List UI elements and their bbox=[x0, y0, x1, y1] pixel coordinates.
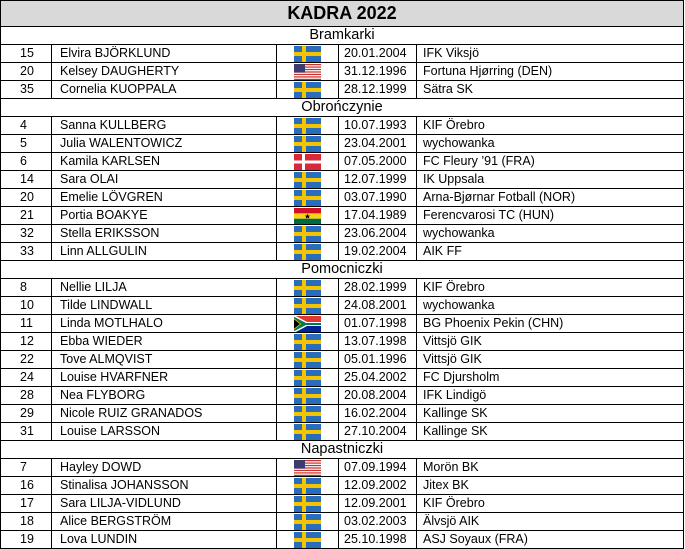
player-number: 20 bbox=[1, 63, 52, 80]
birth-date: 17.04.1989 bbox=[339, 207, 417, 224]
previous-club: BG Phoenix Pekin (CHN) bbox=[417, 315, 684, 332]
birth-date: 28.02.1999 bbox=[339, 279, 417, 296]
nationality-cell bbox=[277, 117, 339, 134]
player-number: 24 bbox=[1, 369, 52, 386]
player-name: Emelie LÖVGREN bbox=[52, 189, 277, 206]
previous-club: Morön BK bbox=[417, 459, 684, 476]
usa-flag-icon bbox=[294, 460, 321, 476]
ghana-flag-icon bbox=[294, 208, 321, 224]
birth-date: 25.10.1998 bbox=[339, 531, 417, 548]
sweden-flag-icon bbox=[294, 406, 321, 422]
player-number: 21 bbox=[1, 207, 52, 224]
previous-club: Arna-Bjørnar Fotball (NOR) bbox=[417, 189, 684, 206]
sweden-flag-icon bbox=[294, 370, 321, 386]
player-name: Lova LUNDIN bbox=[52, 531, 277, 548]
sweden-flag-icon bbox=[294, 388, 321, 404]
previous-club: IK Uppsala bbox=[417, 171, 684, 188]
previous-club: KIF Örebro bbox=[417, 495, 684, 512]
player-row bbox=[0, 405, 684, 423]
nationality-cell bbox=[277, 225, 339, 242]
previous-club: wychowanka bbox=[417, 297, 684, 314]
south-africa-flag-icon bbox=[294, 316, 321, 332]
player-row bbox=[0, 45, 684, 63]
player-row bbox=[0, 153, 684, 171]
sweden-flag-icon bbox=[294, 334, 321, 350]
nationality-cell bbox=[277, 477, 339, 494]
previous-club: Älvsjö AIK bbox=[417, 513, 684, 530]
section-header: Bramkarki bbox=[0, 27, 684, 45]
previous-club: FC Djursholm bbox=[417, 369, 684, 386]
player-number: 19 bbox=[1, 531, 52, 548]
nationality-cell bbox=[277, 207, 339, 224]
previous-club: Fortuna Hjørring (DEN) bbox=[417, 63, 684, 80]
sweden-flag-icon bbox=[294, 136, 321, 152]
player-row bbox=[0, 315, 684, 333]
birth-date: 20.08.2004 bbox=[339, 387, 417, 404]
player-row bbox=[0, 495, 684, 513]
player-number: 15 bbox=[1, 45, 52, 62]
birth-date: 05.01.1996 bbox=[339, 351, 417, 368]
player-number: 17 bbox=[1, 495, 52, 512]
player-number: 33 bbox=[1, 243, 52, 260]
sweden-flag-icon bbox=[294, 190, 321, 206]
section-header: Obrończynie bbox=[0, 99, 684, 117]
player-row bbox=[0, 117, 684, 135]
player-name: Tove ALMQVIST bbox=[52, 351, 277, 368]
sweden-flag-icon bbox=[294, 82, 321, 98]
birth-date: 27.10.2004 bbox=[339, 423, 417, 440]
player-name: Kelsey DAUGHERTY bbox=[52, 63, 277, 80]
previous-club: Sätra SK bbox=[417, 81, 684, 98]
page-title: KADRA 2022 bbox=[0, 0, 684, 27]
nationality-cell bbox=[277, 423, 339, 440]
player-name: Tilde LINDWALL bbox=[52, 297, 277, 314]
player-number: 29 bbox=[1, 405, 52, 422]
player-row bbox=[0, 387, 684, 405]
nationality-cell bbox=[277, 387, 339, 404]
player-name: Alice BERGSTRÖM bbox=[52, 513, 277, 530]
sweden-flag-icon bbox=[294, 280, 321, 296]
birth-date: 12.07.1999 bbox=[339, 171, 417, 188]
birth-date: 23.06.2004 bbox=[339, 225, 417, 242]
denmark-flag-icon bbox=[294, 154, 321, 170]
player-number: 20 bbox=[1, 189, 52, 206]
player-number: 10 bbox=[1, 297, 52, 314]
player-row bbox=[0, 513, 684, 531]
sweden-flag-icon bbox=[294, 118, 321, 134]
player-number: 8 bbox=[1, 279, 52, 296]
player-name: Ebba WIEDER bbox=[52, 333, 277, 350]
sweden-flag-icon bbox=[294, 424, 321, 440]
player-number: 22 bbox=[1, 351, 52, 368]
previous-club: FC Fleury ’91 (FRA) bbox=[417, 153, 684, 170]
nationality-cell bbox=[277, 243, 339, 260]
player-number: 12 bbox=[1, 333, 52, 350]
previous-club: KIF Örebro bbox=[417, 279, 684, 296]
previous-club: IFK Viksjö bbox=[417, 45, 684, 62]
previous-club: Kallinge SK bbox=[417, 405, 684, 422]
player-row bbox=[0, 459, 684, 477]
section-header: Pomocniczki bbox=[0, 261, 684, 279]
birth-date: 03.02.2003 bbox=[339, 513, 417, 530]
player-name: Sanna KULLBERG bbox=[52, 117, 277, 134]
sweden-flag-icon bbox=[294, 514, 321, 530]
previous-club: Vittsjö GIK bbox=[417, 351, 684, 368]
player-number: 35 bbox=[1, 81, 52, 98]
nationality-cell bbox=[277, 369, 339, 386]
player-number: 18 bbox=[1, 513, 52, 530]
nationality-cell bbox=[277, 405, 339, 422]
player-row bbox=[0, 531, 684, 549]
player-name: Linn ALLGULIN bbox=[52, 243, 277, 260]
player-row bbox=[0, 333, 684, 351]
nationality-cell bbox=[277, 495, 339, 512]
nationality-cell bbox=[277, 333, 339, 350]
previous-club: wychowanka bbox=[417, 135, 684, 152]
player-number: 16 bbox=[1, 477, 52, 494]
player-name: Hayley DOWD bbox=[52, 459, 277, 476]
player-row bbox=[0, 171, 684, 189]
player-name: Stella ERIKSSON bbox=[52, 225, 277, 242]
player-number: 11 bbox=[1, 315, 52, 332]
sweden-flag-icon bbox=[294, 478, 321, 494]
previous-club: IFK Lindigö bbox=[417, 387, 684, 404]
previous-club: AIK FF bbox=[417, 243, 684, 260]
nationality-cell bbox=[277, 531, 339, 548]
birth-date: 07.05.2000 bbox=[339, 153, 417, 170]
player-row bbox=[0, 135, 684, 153]
birth-date: 12.09.2001 bbox=[339, 495, 417, 512]
previous-club: Jitex BK bbox=[417, 477, 684, 494]
player-row bbox=[0, 243, 684, 261]
birth-date: 25.04.2002 bbox=[339, 369, 417, 386]
birth-date: 07.09.1994 bbox=[339, 459, 417, 476]
player-number: 6 bbox=[1, 153, 52, 170]
player-row bbox=[0, 279, 684, 297]
birth-date: 28.12.1999 bbox=[339, 81, 417, 98]
player-row bbox=[0, 423, 684, 441]
player-row bbox=[0, 81, 684, 99]
birth-date: 16.02.2004 bbox=[339, 405, 417, 422]
player-row bbox=[0, 207, 684, 225]
previous-club: Vittsjö GIK bbox=[417, 333, 684, 350]
player-row bbox=[0, 189, 684, 207]
sweden-flag-icon bbox=[294, 496, 321, 512]
player-row bbox=[0, 369, 684, 387]
player-name: Linda MOTLHALO bbox=[52, 315, 277, 332]
section-header: Napastniczki bbox=[0, 441, 684, 459]
player-number: 5 bbox=[1, 135, 52, 152]
birth-date: 19.02.2004 bbox=[339, 243, 417, 260]
nationality-cell bbox=[277, 171, 339, 188]
player-number: 7 bbox=[1, 459, 52, 476]
player-number: 28 bbox=[1, 387, 52, 404]
nationality-cell bbox=[277, 279, 339, 296]
birth-date: 03.07.1990 bbox=[339, 189, 417, 206]
previous-club: wychowanka bbox=[417, 225, 684, 242]
player-row bbox=[0, 351, 684, 369]
player-name: Sara LILJA-VIDLUND bbox=[52, 495, 277, 512]
sweden-flag-icon bbox=[294, 244, 321, 260]
sweden-flag-icon bbox=[294, 352, 321, 368]
player-number: 14 bbox=[1, 171, 52, 188]
birth-date: 31.12.1996 bbox=[339, 63, 417, 80]
birth-date: 10.07.1993 bbox=[339, 117, 417, 134]
nationality-cell bbox=[277, 315, 339, 332]
player-name: Nellie LILJA bbox=[52, 279, 277, 296]
nationality-cell bbox=[277, 297, 339, 314]
player-number: 31 bbox=[1, 423, 52, 440]
nationality-cell bbox=[277, 45, 339, 62]
birth-date: 20.01.2004 bbox=[339, 45, 417, 62]
nationality-cell bbox=[277, 459, 339, 476]
player-name: Portia BOAKYE bbox=[52, 207, 277, 224]
player-name: Cornelia KUOPPALA bbox=[52, 81, 277, 98]
birth-date: 13.07.1998 bbox=[339, 333, 417, 350]
player-name: Sara OLAI bbox=[52, 171, 277, 188]
usa-flag-icon bbox=[294, 64, 321, 80]
player-name: Nea FLYBORG bbox=[52, 387, 277, 404]
birth-date: 12.09.2002 bbox=[339, 477, 417, 494]
player-row bbox=[0, 297, 684, 315]
nationality-cell bbox=[277, 81, 339, 98]
nationality-cell bbox=[277, 63, 339, 80]
nationality-cell bbox=[277, 351, 339, 368]
nationality-cell bbox=[277, 513, 339, 530]
sweden-flag-icon bbox=[294, 172, 321, 188]
previous-club: Ferencvarosi TC (HUN) bbox=[417, 207, 684, 224]
player-number: 32 bbox=[1, 225, 52, 242]
player-row bbox=[0, 63, 684, 81]
nationality-cell bbox=[277, 189, 339, 206]
nationality-cell bbox=[277, 153, 339, 170]
birth-date: 01.07.1998 bbox=[339, 315, 417, 332]
sweden-flag-icon bbox=[294, 46, 321, 62]
roster-sections bbox=[0, 27, 684, 549]
sweden-flag-icon bbox=[294, 298, 321, 314]
previous-club: ASJ Soyaux (FRA) bbox=[417, 531, 684, 548]
nationality-cell bbox=[277, 135, 339, 152]
player-name: Kamila KARLSEN bbox=[52, 153, 277, 170]
player-row bbox=[0, 225, 684, 243]
player-name: Julia WALENTOWICZ bbox=[52, 135, 277, 152]
player-name: Elvira BJÖRKLUND bbox=[52, 45, 277, 62]
player-name: Louise LARSSON bbox=[52, 423, 277, 440]
player-name: Nicole RUIZ GRANADOS bbox=[52, 405, 277, 422]
sweden-flag-icon bbox=[294, 226, 321, 242]
birth-date: 23.04.2001 bbox=[339, 135, 417, 152]
previous-club: KIF Örebro bbox=[417, 117, 684, 134]
player-name: Stinalisa JOHANSSON bbox=[52, 477, 277, 494]
previous-club: Kallinge SK bbox=[417, 423, 684, 440]
birth-date: 24.08.2001 bbox=[339, 297, 417, 314]
player-row bbox=[0, 477, 684, 495]
player-number: 4 bbox=[1, 117, 52, 134]
player-name: Louise HVARFNER bbox=[52, 369, 277, 386]
